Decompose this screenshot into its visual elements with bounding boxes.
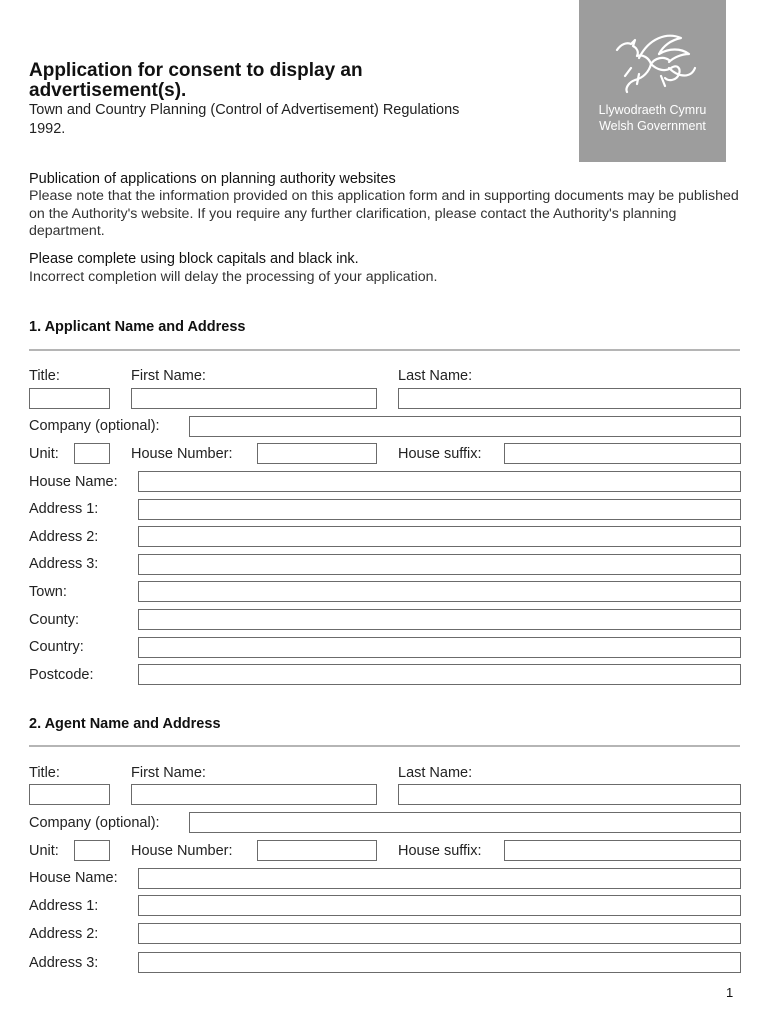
country-label: Country: — [29, 639, 84, 655]
section-1-heading: 1. Applicant Name and Address — [29, 319, 246, 335]
applicant-unit-input[interactable] — [74, 443, 110, 464]
page-number: 1 — [726, 985, 734, 1000]
applicant-address2-input[interactable] — [138, 526, 741, 547]
section-2-heading: 2. Agent Name and Address — [29, 716, 221, 732]
address3-label: Address 3: — [29, 955, 99, 971]
agent-house-name-input[interactable] — [138, 868, 741, 889]
address2-label: Address 2: — [29, 529, 99, 545]
company-label: Company (optional): — [29, 815, 160, 831]
last-name-label: Last Name: — [398, 765, 473, 781]
house-name-label: House Name: — [29, 870, 118, 886]
house-name-label: House Name: — [29, 474, 118, 490]
agent-last-name-input[interactable] — [398, 784, 741, 805]
first-name-label: First Name: — [131, 368, 206, 384]
agent-address1-input[interactable] — [138, 895, 741, 916]
instructions-heading: Please complete using block capitals and black ink. — [29, 251, 359, 267]
unit-label: Unit: — [29, 446, 59, 462]
applicant-house-suffix-input[interactable] — [504, 443, 741, 464]
applicant-house-number-input[interactable] — [257, 443, 377, 464]
agent-address3-input[interactable] — [138, 952, 741, 973]
welsh-government-logo — [579, 0, 726, 162]
publication-heading: Publication of applications on planning authority websites — [29, 171, 396, 187]
applicant-house-name-input[interactable] — [138, 471, 741, 492]
town-label: Town: — [29, 584, 67, 600]
form-subtitle: Town and Country Planning (Control of Advertisement) Regulations 1992. — [29, 102, 460, 137]
address3-label: Address 3: — [29, 556, 99, 572]
agent-house-suffix-input[interactable] — [504, 840, 741, 861]
applicant-country-input[interactable] — [138, 637, 741, 658]
applicant-title-input[interactable] — [29, 388, 110, 409]
address1-label: Address 1: — [29, 898, 99, 914]
agent-company-input[interactable] — [189, 812, 741, 833]
agent-first-name-input[interactable] — [131, 784, 377, 805]
unit-label: Unit: — [29, 843, 59, 859]
agent-address2-input[interactable] — [138, 923, 741, 944]
section-divider — [29, 349, 740, 351]
house-suffix-label: House suffix: — [398, 446, 482, 462]
title-label: Title: — [29, 765, 60, 781]
agent-title-input[interactable] — [29, 784, 110, 805]
form-title: Application for consent to display an advertisement(s). — [29, 60, 363, 101]
title-label: Title: — [29, 368, 60, 384]
county-label: County: — [29, 612, 79, 628]
applicant-county-input[interactable] — [138, 609, 741, 630]
applicant-address1-input[interactable] — [138, 499, 741, 520]
publication-body: Please note that the information provided on this application form and in supporting documents may be published on the Authority's website. If you require any further clarification, please contact the Authority's planning department. — [29, 188, 739, 239]
applicant-postcode-input[interactable] — [138, 664, 741, 685]
agent-house-number-input[interactable] — [257, 840, 377, 861]
instructions-body: Incorrect completion will delay the processing of your application. — [29, 269, 438, 285]
section-divider — [29, 745, 740, 747]
last-name-label: Last Name: — [398, 368, 473, 384]
first-name-label: First Name: — [131, 765, 206, 781]
applicant-company-input[interactable] — [189, 416, 741, 437]
postcode-label: Postcode: — [29, 667, 94, 683]
agent-unit-input[interactable] — [74, 840, 110, 861]
applicant-first-name-input[interactable] — [131, 388, 377, 409]
welsh-dragon-icon — [609, 28, 699, 96]
address2-label: Address 2: — [29, 926, 99, 942]
house-number-label: House Number: — [131, 446, 233, 462]
applicant-address3-input[interactable] — [138, 554, 741, 575]
applicant-last-name-input[interactable] — [398, 388, 741, 409]
house-number-label: House Number: — [131, 843, 233, 859]
house-suffix-label: House suffix: — [398, 843, 482, 859]
logo-text-english: Welsh Government — [599, 119, 706, 133]
logo-text-welsh: Llywodraeth Cymru — [598, 103, 707, 117]
applicant-town-input[interactable] — [138, 581, 741, 602]
address1-label: Address 1: — [29, 501, 99, 517]
company-label: Company (optional): — [29, 418, 160, 434]
